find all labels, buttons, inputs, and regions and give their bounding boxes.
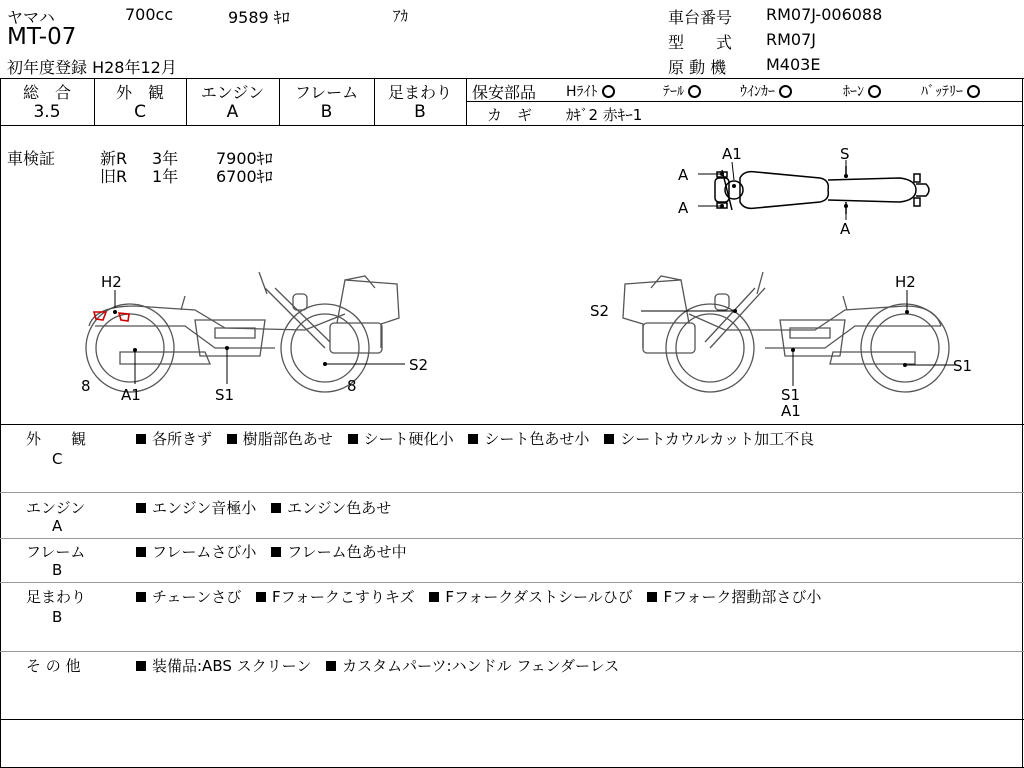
inspection-old-price: 6700ｷﾛ [216,167,273,186]
grade-value-suspension: B [414,102,426,122]
top-label-a: A [678,199,689,217]
right-label-a1: A1 [781,402,801,420]
left-label-8: 8 [81,377,91,395]
remark-category-frame: フレーム [26,543,86,561]
left-label-s2: S2 [409,356,429,374]
remark-grade-engine: A [52,517,63,535]
safety-horn: ﾎｰﾝ [843,81,881,101]
bullet-square-icon [136,503,146,513]
chassis-value: RM07J-006088 [766,5,883,24]
inspection-old-kind: 旧R [100,167,128,186]
bullet-square-icon [326,661,336,671]
mileage: 9589 ｷﾛ [228,8,290,27]
remark-category-exterior: 外 観 [26,430,87,448]
grade-header-engine: エンジン [200,83,265,102]
grade-value-overall: 3.5 [33,102,61,122]
bullet-square-icon [136,434,146,444]
inspection-new-price: 7900ｷﾛ [216,149,273,168]
remark-items-engine: エンジン音極小 エンジン色あせ [136,497,391,518]
bullet-square-icon [256,592,266,602]
motorcycle-top-view-diagram [660,140,950,240]
grade-header-exterior: 外 観 [115,83,164,102]
right-label-s1: S1 [953,357,973,375]
grade-value-frame: B [320,102,333,122]
top-label-s: S [840,145,850,163]
top-label-a: A [678,166,689,184]
right-label-h2: H2 [895,273,916,291]
top-label-a1: A1 [722,145,742,163]
inspection-new-kind: 新R [100,149,128,168]
bullet-square-icon [604,434,614,444]
bullet-square-icon [429,592,439,602]
right-label-s1: S1 [781,386,801,404]
left-label-s1: S1 [215,386,235,404]
remark-items-frame: フレームさび小 フレーム色あせ中 [136,541,407,562]
body-color: ｱｶ [393,7,409,25]
safety-winker: ｳｲﾝｶｰ [740,81,792,101]
bullet-square-icon [227,434,237,444]
grade-value-exterior: C [134,102,146,122]
grade-header-frame: フレーム [294,83,359,102]
grade-value-engine: A [226,102,239,122]
left-label-8: 8 [347,377,357,395]
left-label-h2: H2 [101,273,122,291]
motorcycle-right-view-diagram [585,268,985,420]
engine-model-label: 原 動 機 [668,58,727,77]
bullet-square-icon [136,547,146,557]
remark-items-other: 装備品:ABS スクリーン カスタムパーツ:ハンドル フェンダーレス [136,655,619,676]
top-label-a: A [840,220,851,238]
grade-header-overall: 総 合 [22,83,71,102]
engine-model-value: M403E [766,55,821,74]
ok-circle-icon [602,85,615,98]
bullet-square-icon [468,434,478,444]
inspection-label: 車検証 [7,149,56,168]
displacement: 700cc [125,5,174,24]
safety-taillight: ﾃｰﾙ [663,81,701,101]
left-label-a1: A1 [121,386,141,404]
ok-circle-icon [967,85,980,98]
remark-grade-suspension: B [52,608,63,626]
chassis-label: 車台番号 [668,8,733,27]
right-label-s2: S2 [590,302,610,320]
type-value: RM07J [766,30,816,49]
remark-category-other: そ の 他 [26,657,81,675]
bullet-square-icon [647,592,657,602]
bullet-square-icon [136,661,146,671]
safety-label: 保安部品 [472,83,537,102]
maker: ヤマハ [7,8,55,27]
bullet-square-icon [271,547,281,557]
bullet-square-icon [348,434,358,444]
bullet-square-icon [136,592,146,602]
key-value: ｶｷﾞ2 赤ｷｰ1 [566,106,643,124]
remark-items-exterior: 各所きず 樹脂部色あせ シート硬化小 シート色あせ小 シートカウルカット加工不良 [136,428,814,449]
bullet-square-icon [271,503,281,513]
grade-header-suspension: 足まわり [387,83,452,102]
remark-grade-exterior: C [52,450,63,468]
key-label: カ ギ [487,106,533,124]
remark-grade-frame: B [52,561,63,579]
first-registration: 初年度登録 H28年12月 [7,58,177,77]
safety-battery: ﾊﾞｯﾃﾘｰ [921,81,980,101]
ok-circle-icon [779,85,792,98]
remark-category-engine: エンジン [26,499,86,517]
safety-headlight: Hﾗｲﾄ [566,81,615,101]
remark-items-suspension: チェーンさび Fフォークこすりキズ Fフォークダストシールひび Fフォーク摺動部さび小 [136,586,821,607]
model-name: MT-07 [7,24,77,50]
motorcycle-left-view-diagram [75,268,445,408]
inspection-new-years: 3年 [152,149,179,168]
ok-circle-icon [868,85,881,98]
remark-category-suspension: 足まわり [26,588,87,606]
ok-circle-icon [688,85,701,98]
type-label: 型 式 [668,33,733,52]
inspection-old-years: 1年 [152,167,179,186]
